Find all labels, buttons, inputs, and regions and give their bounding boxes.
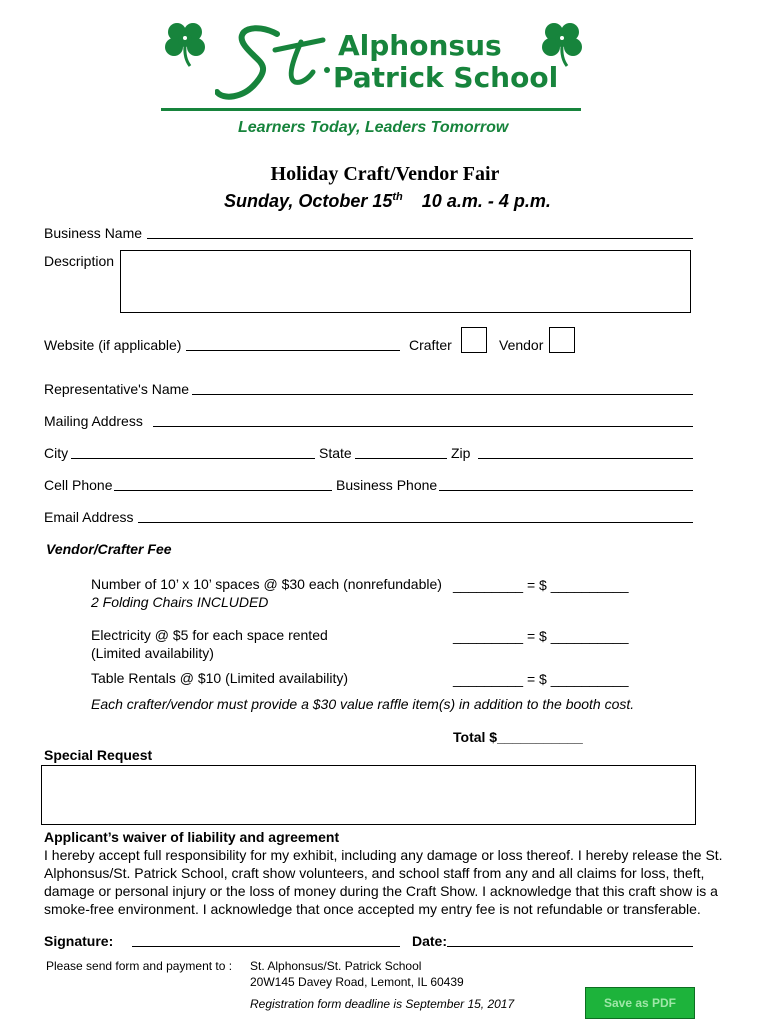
zip-field[interactable] (478, 458, 693, 459)
school-logo (155, 12, 595, 140)
logo-text-line1: Alphonsus (338, 29, 502, 62)
website-field[interactable] (186, 350, 400, 351)
waiver-text (44, 846, 723, 918)
total-field[interactable]: Total $___________ (453, 729, 583, 745)
waiver-line: I hereby accept full responsibility for my exhibit, including any damage or loss thereof. I hereby release the St. (44, 847, 723, 863)
state-field[interactable] (355, 458, 447, 459)
address-line2: 20W145 Davey Road, Lemont, IL 60439 (250, 975, 464, 989)
event-date-main: Sunday, October 15 (224, 191, 393, 211)
mailing-address-field[interactable] (153, 426, 693, 427)
special-request-field[interactable] (41, 765, 696, 825)
city-field[interactable] (71, 458, 315, 459)
send-to-label: Please send form and payment to : (46, 959, 233, 973)
date-label: Date: (412, 933, 448, 949)
waiver-line: Alphonsus/St. Patrick School, craft show volunteers, and school staff from any and all claims for loss, theft, (44, 865, 705, 881)
waiver-line: damage or personal injury or the loss of money during the Craft Show. I acknowledge that this craft show is a (44, 883, 718, 899)
waiver-line: smoke-free environment. I acknowledge that once accepted my entry fee is not refundable or transferable. (44, 901, 701, 917)
signature-field[interactable] (132, 946, 400, 947)
logo-divider (161, 108, 581, 111)
city-label: City (44, 445, 69, 461)
cell-phone-field[interactable] (114, 490, 332, 491)
state-label: State (319, 445, 352, 461)
electricity-availability: (Limited availability) (91, 645, 214, 661)
date-field[interactable] (447, 946, 693, 947)
description-label: Description (44, 253, 115, 269)
description-field[interactable] (120, 250, 691, 313)
zip-label: Zip (451, 445, 471, 461)
save-as-pdf-button[interactable]: Save as PDF (585, 987, 695, 1019)
representative-name-label: Representative's Name (44, 381, 190, 397)
logo-tagline: Learners Today, Leaders Tomorrow (238, 119, 509, 136)
website-label: Website (if applicable) (44, 337, 182, 353)
business-phone-field[interactable] (439, 490, 693, 491)
spaces-label: Number of 10’ x 10’ spaces @ $30 each (nonrefundable) (91, 576, 442, 592)
event-date-suffix: th (392, 191, 403, 203)
business-name-label: Business Name (44, 225, 143, 241)
raffle-note: Each crafter/vendor must provide a $30 value raffle item(s) in addition to the booth cost. (91, 696, 635, 712)
table-rentals-label: Table Rentals @ $10 (Limited availability) (91, 670, 348, 686)
business-name-field[interactable] (147, 238, 693, 239)
cell-phone-label: Cell Phone (44, 477, 113, 493)
business-phone-label: Business Phone (336, 477, 438, 493)
fee-heading: Vendor/Crafter Fee (46, 541, 172, 557)
crafter-checkbox[interactable] (461, 327, 487, 353)
electricity-amount-field[interactable]: _________ = $ __________ (453, 628, 629, 644)
page-title: Holiday Craft/Vendor Fair (270, 163, 500, 185)
st-monogram-icon (215, 20, 335, 108)
vendor-checkbox[interactable] (549, 327, 575, 353)
electricity-label: Electricity @ $5 for each space rented (91, 627, 328, 643)
waiver-heading: Applicant’s waiver of liability and agreement (44, 829, 340, 845)
mailing-address-label: Mailing Address (44, 413, 143, 429)
crafter-label: Crafter (409, 337, 452, 353)
table-rentals-amount-field[interactable]: _________ = $ __________ (453, 671, 629, 687)
address-line1: St. Alphonsus/St. Patrick School (250, 959, 422, 973)
registration-deadline: Registration form deadline is September 15, 2017 (250, 997, 515, 1011)
vendor-label: Vendor (499, 337, 544, 353)
spaces-amount-field[interactable]: _________ = $ __________ (453, 577, 629, 593)
email-label: Email Address (44, 509, 134, 525)
chairs-note: 2 Folding Chairs INCLUDED (91, 594, 269, 610)
event-date (224, 186, 551, 212)
event-time: 10 a.m. - 4 p.m. (421, 191, 551, 211)
special-request-label: Special Request (44, 747, 153, 763)
signature-label: Signature: (44, 933, 114, 949)
representative-name-field[interactable] (192, 394, 693, 395)
logo-text-line2: Patrick School (333, 61, 559, 94)
email-field[interactable] (138, 522, 693, 523)
shamrock-icon (160, 18, 210, 68)
